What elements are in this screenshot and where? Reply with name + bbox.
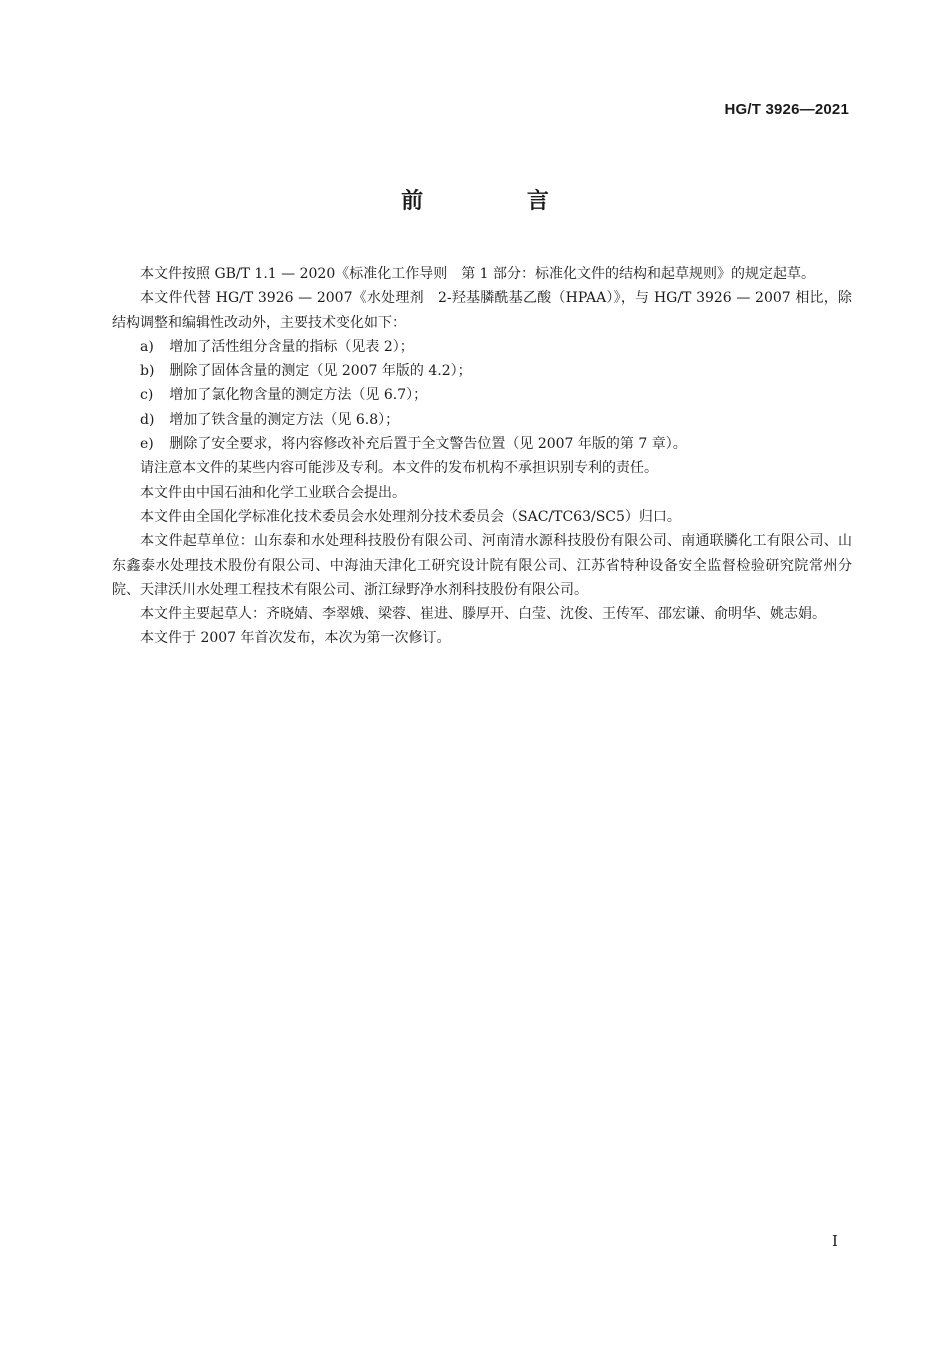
page-number: I xyxy=(832,1232,838,1250)
list-item xyxy=(112,335,852,359)
page-title: 前 言 xyxy=(401,189,597,214)
foreword-body xyxy=(112,262,852,651)
list-marker: b) xyxy=(140,363,155,380)
list-item-text: 增加了铁含量的测定方法（见 6.8）； xyxy=(169,411,400,428)
list-marker: c) xyxy=(140,387,154,404)
list-marker: d) xyxy=(140,411,155,428)
list-item-text: 增加了氯化物含量的测定方法（见 6.7）； xyxy=(169,387,428,404)
list-item-text: 删除了安全要求，将内容修改补充后置于全文警告位置（见 2007 年版的第 7 章）。 xyxy=(169,436,687,453)
paragraph-history: 本文件于 2007 年首次发布，本次为第一次修订。 xyxy=(140,630,451,647)
paragraph-proposer: 本文件由中国石油和化学工业联合会提出。 xyxy=(140,484,406,501)
paragraph-patent-notice: 请注意本文件的某些内容可能涉及专利。本文件的发布机构不承担识别专利的责任。 xyxy=(140,460,658,477)
list-marker: a) xyxy=(140,338,154,355)
list-marker: e) xyxy=(140,436,154,453)
list-item xyxy=(112,408,852,432)
paragraph-committee: 本文件由全国化学标准化技术委员会水处理剂分技术委员会（SAC/TC63/SC5）归口。 xyxy=(140,508,681,525)
paragraph-replaces: 本文件代替 HG/T 3926 — 2007《水处理剂 2-羟基膦酰基乙酸（HPAA）》，与 HG/T 3926 — 2007 相比，除结构调整和编辑性改动外，主要技术变化如下： xyxy=(112,290,852,331)
list-item-text: 增加了活性组分含量的指标（见表 2）； xyxy=(169,338,414,355)
list-item-text: 删除了固体含量的测定（见 2007 年版的 4.2）； xyxy=(169,363,472,380)
paragraph-drafting-rules: 本文件按照 GB/T 1.1 — 2020《标准化工作导则 第 1 部分：标准化文件的结构和起草规则》的规定起草。 xyxy=(140,266,816,282)
paragraph-drafting-units: 本文件起草单位：山东泰和水处理科技股份有限公司、河南清水源科技股份有限公司、南通联膦化工有限公司、山东鑫泰水处理技术股份有限公司、中海油天津化工研究设计院有限公司、江苏省特种设备安全监督检验研究院常州分院、天津沃川水处理工程技术有限公司、浙江绿野净水剂科技股份有限公司。 xyxy=(112,533,852,598)
standard-code: HG/T 3926—2021 xyxy=(724,101,849,118)
list-item xyxy=(112,432,852,456)
paragraph-drafters: 本文件主要起草人：齐晓婧、李翠娥、梁蓉、崔进、滕厚开、白莹、沈俊、王传军、邵宏谦、俞明华、姚志娟。 xyxy=(140,606,826,623)
list-item xyxy=(112,359,852,383)
list-item xyxy=(112,383,852,407)
